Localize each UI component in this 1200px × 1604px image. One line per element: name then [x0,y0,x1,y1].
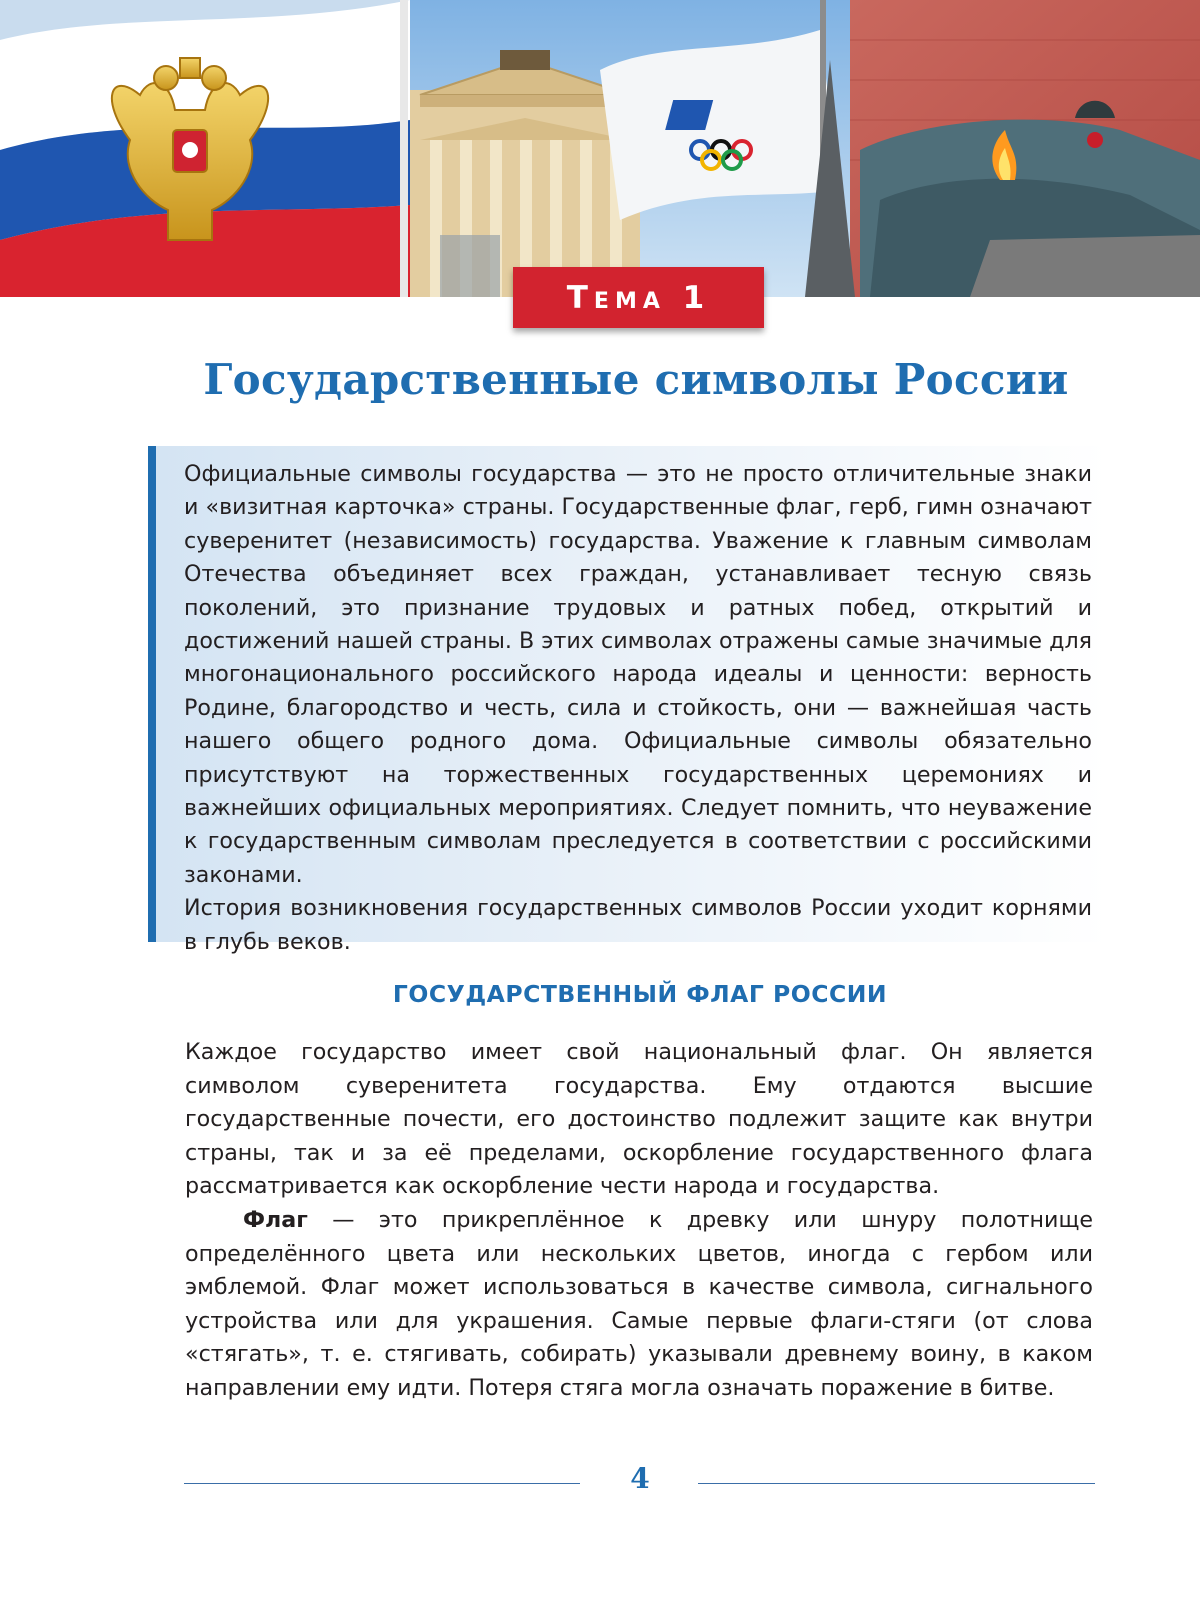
section-heading: ГОСУДАРСТВЕННЫЙ ФЛАГ РОССИИ [392,980,888,1008]
banner-collage-illustration [0,0,1200,297]
eternal-flame-memorial-image [805,0,1200,297]
intro-text: Официальные символы государства — это не просто отличительные знаки и «визитная карточка» страны. Государственные флаг, герб, гимн означают суверенитет (независимость) государства. Уважение к главным символам Отечества объединяет всех граждан, устанавливает тесную связь поколений, это признание трудовых и ратных побед, открытий и достижений нашей страны. В этих символах отражены самые значимые для многонационального российского народа идеалы и ценности: верность Родине, благородство и честь, сила и стойкость, они — важнейшая часть нашего общего родного дома. Официальные символы обязательно присутствуют на торжественных государственных церемониях и важнейших официальных мероприятиях. Следует помнить, что неуважение к государственным символам преследуется в соответствии с российскими законами. [184,461,1092,888]
intro-paragraph [184,458,1092,959]
olympic-flag-image [600,30,840,220]
flag-definition: — это прикреплённое к древку или шнуру полотнище определённого цвета или нескольких цветов, иногда с гербом или эмблемой. Флаг может использоваться в качестве символа, сигнального устройства или для украшения. Самые первые флаги-стяги (от слова «стягать», т. е. стягивать, собирать) указывали древнему воину, в каком направлении ему идти. Потеря стяга могла означать поражение в битве. [185,1207,1093,1401]
flag-paragraph-2 [185,1204,1093,1406]
page-number: 4 [630,1462,650,1495]
theme-badge: Тема 1 [513,267,764,328]
term-flag: Флаг [243,1207,308,1233]
page-title: Государственные символы России [203,355,1069,404]
intro-text-history: История возникновения государственных символов России уходит корнями в глубь веков. [184,895,1092,955]
footer-divider-right [698,1483,1095,1484]
intro-callout [148,446,1108,955]
flag-paragraph-1: Каждое государство имеет свой национальный флаг. Он является символом суверенитета государства. Ему отдаются высшие государственные почести, его достоинство подлежит защите как внутри страны, так и за её пределами, оскорбление государственного флага рассматривается как оскорбление чести народа и государства. [185,1039,1093,1200]
header-banner [0,0,1200,297]
footer-divider-left [184,1483,580,1484]
